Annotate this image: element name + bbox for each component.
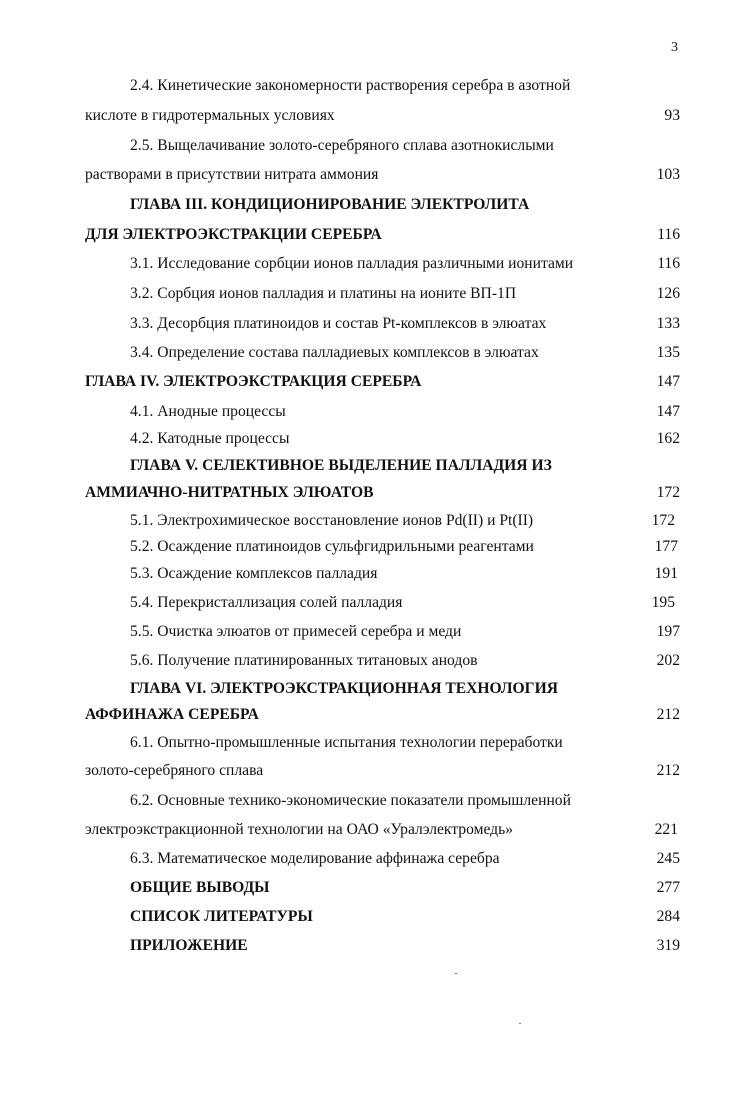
toc-line [0, 74, 733, 98]
toc-line [0, 789, 733, 813]
toc-entry-text: 5.1. Электрохимическое восстановление ионов Pd(II) и Pt(II) [130, 512, 534, 529]
toc-entry-page: 133 [656, 315, 680, 332]
toc-entry-text: 3.1. Исследование сорбции ионов палладия различными ионитами [130, 255, 574, 272]
toc-chapter-title: АФФИНАЖА СЕРЕБРА [85, 706, 259, 723]
toc-entry-page: 177 [654, 538, 678, 555]
toc-entry-text: 6.3. Математическое моделирование аффинажа серебра [130, 850, 500, 867]
toc-entry-text: 5.2. Осаждение платиноидов сульфгидрильными реагентами [130, 538, 534, 555]
toc-chapter-line [0, 703, 733, 727]
toc-line [0, 649, 733, 673]
toc-chapter-line [0, 677, 733, 701]
scan-speck [455, 973, 457, 974]
toc-entry-text: 4.2. Катодные процессы [130, 430, 290, 447]
toc-line [0, 163, 733, 187]
toc-line [0, 818, 733, 842]
toc-entry-text: 2.5. Выщелачивание золото-серебряного сплава азотнокислыми [130, 137, 554, 154]
toc-line [0, 591, 733, 615]
toc-chapter-title: ГЛАВА IV. ЭЛЕКТРОЭКСТРАКЦИЯ СЕРЕБРА [85, 373, 422, 390]
toc-chapter-line [0, 934, 733, 958]
toc-chapter-title: ГЛАВА VI. ЭЛЕКТРОЭКСТРАКЦИОННАЯ ТЕХНОЛОГИЯ [130, 680, 558, 697]
toc-entry-page: 172 [651, 512, 675, 529]
toc-entry-text: 6.2. Основные технико-экономические показатели промышленной [130, 792, 571, 809]
toc-entry-page: 319 [656, 937, 680, 954]
toc-line [0, 759, 733, 783]
toc-chapter-line [0, 481, 733, 505]
toc-chapter-line [0, 370, 733, 394]
toc-entry-text: 2.4. Кинетические закономерности растворения серебра в азотной [130, 77, 571, 94]
toc-line [0, 341, 733, 365]
toc-entry-page: 202 [656, 652, 680, 669]
toc-chapter-title: ДЛЯ ЭЛЕКТРОЭКСТРАКЦИИ СЕРЕБРА [85, 226, 382, 243]
toc-chapter-title: ГЛАВА V. СЕЛЕКТИВНОЕ ВЫДЕЛЕНИЕ ПАЛЛАДИЯ ИЗ [130, 457, 552, 474]
toc-entry-text: 5.4. Перекристаллизация солей палладия [130, 594, 403, 611]
toc-entry-text: 6.1. Опытно-промышленные испытания технологии переработки [130, 734, 563, 751]
toc-chapter-line [0, 905, 733, 929]
toc-line [0, 731, 733, 755]
toc-entry-text: растворами в присутствии нитрата аммония [85, 166, 379, 183]
toc-entry-text: 5.3. Осаждение комплексов палладия [130, 565, 378, 582]
toc-entry-page: 147 [656, 373, 680, 390]
toc-entry-text: 5.6. Получение платинированных титановых анодов [130, 652, 478, 669]
toc-line [0, 847, 733, 871]
toc-entry-text: 4.1. Анодные процессы [130, 403, 286, 420]
toc-chapter-line [0, 876, 733, 900]
toc-chapter-title: ОБЩИЕ ВЫВОДЫ [130, 879, 270, 896]
toc-line [0, 620, 733, 644]
toc-entry-page: 195 [651, 594, 675, 611]
toc-entry-page: 135 [656, 344, 680, 361]
toc-chapter-title: АММИАЧНО-НИТРАТНЫХ ЭЛЮАТОВ [85, 484, 374, 501]
toc-chapter-title: ГЛАВА III. КОНДИЦИОНИРОВАНИЕ ЭЛЕКТРОЛИТА [130, 196, 530, 213]
toc-entry-page: 277 [656, 879, 680, 896]
toc-entry-text: кислоте в гидротермальных условиях [85, 107, 335, 124]
toc-entry-page: 221 [654, 821, 678, 838]
toc-line [0, 134, 733, 158]
toc-entry-page: 284 [656, 908, 680, 925]
toc-entry-text: 3.3. Десорбция платиноидов и состав Pt-комплексов в элюатах [130, 315, 547, 332]
toc-entry-page: 126 [656, 285, 680, 302]
toc-line [0, 535, 733, 559]
toc-entry-page: 147 [656, 403, 680, 420]
toc-line [0, 104, 733, 128]
toc-entry-page: 212 [656, 706, 680, 723]
toc-chapter-line [0, 454, 733, 478]
toc-line [0, 427, 733, 451]
toc-entry-page: 162 [656, 430, 680, 447]
toc-chapter-line [0, 193, 733, 217]
toc-line [0, 562, 733, 586]
toc-entry-page: 116 [657, 255, 680, 272]
toc-entry-text: 5.5. Очистка элюатов от примесей серебра и меди [130, 623, 462, 640]
toc-chapter-line [0, 223, 733, 247]
scan-speck [519, 1023, 521, 1024]
toc-entry-page: 245 [656, 850, 680, 867]
toc-entry-page: 116 [657, 226, 680, 243]
toc-line [0, 252, 733, 276]
toc-entry-text: 3.2. Сорбция ионов палладия и платины на ионите ВП-1П [130, 285, 517, 302]
toc-line [0, 282, 733, 306]
toc-entry-page: 212 [656, 762, 680, 779]
toc-line [0, 312, 733, 336]
toc-entry-page: 172 [656, 484, 680, 501]
toc-line [0, 509, 733, 533]
toc-line [0, 400, 733, 424]
toc-entry-text: электроэкстракционной технологии на ОАО «Уралэлектромедь» [85, 821, 514, 838]
toc-entry-text: 3.4. Определение состава палладиевых комплексов в элюатах [130, 344, 539, 361]
toc-chapter-title: ПРИЛОЖЕНИЕ [130, 937, 248, 954]
page-number: 3 [671, 40, 678, 55]
toc-entry-page: 197 [656, 623, 680, 640]
toc-entry-text: золото-серебряного сплава [85, 762, 264, 779]
toc-entry-page: 103 [656, 166, 680, 183]
toc-entry-page: 93 [664, 107, 680, 124]
toc-chapter-title: СПИСОК ЛИТЕРАТУРЫ [130, 908, 313, 925]
toc-entry-page: 191 [654, 565, 678, 582]
